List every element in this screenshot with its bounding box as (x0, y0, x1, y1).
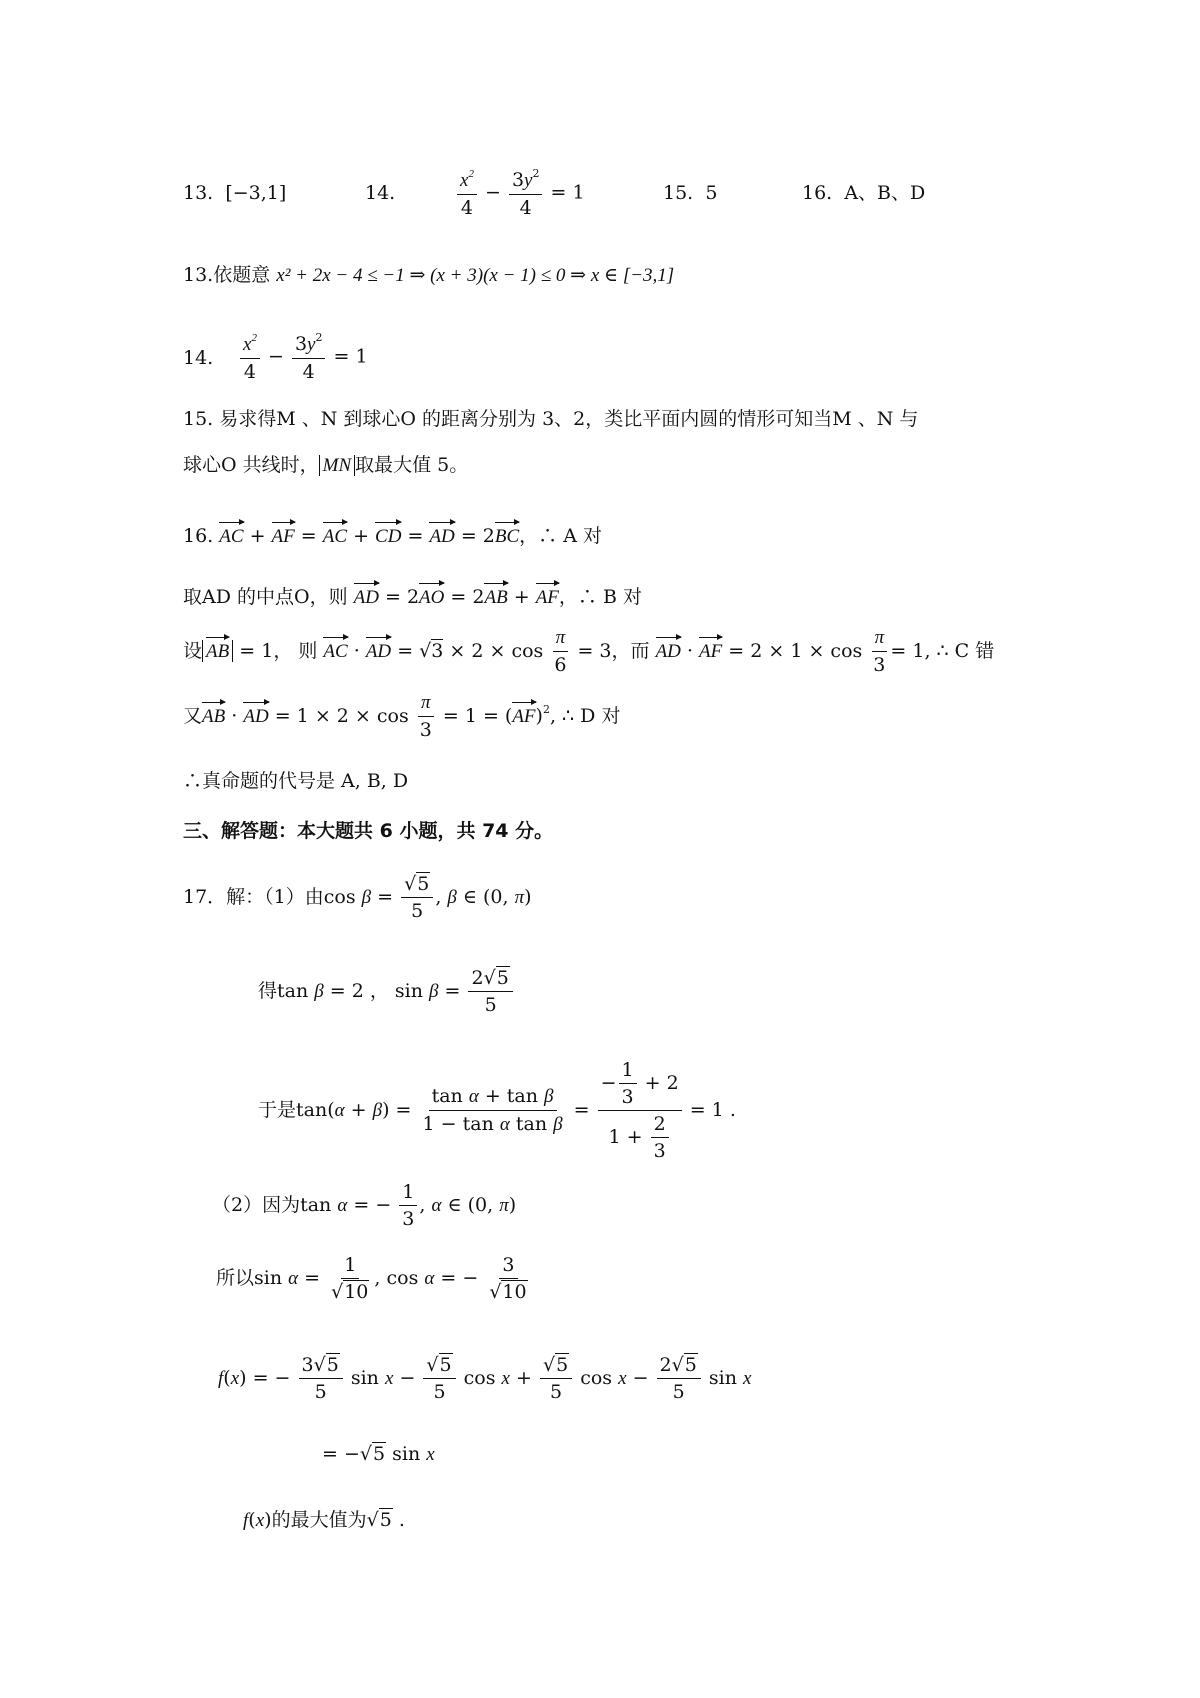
solution-17-max: f(x)的最大值为√5 . (243, 1509, 405, 1531)
solution-13-expression: x² + 2x − 4 ≤ −1 ⇒ (x + 3)(x − 1) ≤ 0 ⇒ x ∈ [−3,1] (276, 265, 675, 286)
mn-abs: MN (319, 455, 356, 476)
solution-17-part2-text: （2）因为 (212, 1193, 301, 1216)
solution-13-number: 13. (183, 264, 214, 286)
solution-17-step3-text: 所以 (216, 1266, 255, 1289)
solution-17-fx: f(x) = − $\frac{3√5}{5}$ sin x − $\frac{√5}{5}$ cos x + $\frac{√5}{5}$ cos x − $\frac{2√5}{5}$ sin x (218, 1354, 752, 1403)
solution-17-simplified: = −√5 sin x (322, 1443, 435, 1465)
answer-15-number: 15. (663, 182, 694, 204)
solution-16-line2-head: 取AD 的中点O，则 (183, 586, 348, 608)
solution-16-line4-head: 又 (183, 704, 203, 727)
solution-13-text: 依题意 (213, 264, 271, 286)
solution-17-step1: 得tan β = 2 ， sin β = $\frac{2√5}{5}$ (258, 968, 515, 1016)
answer-15-value: 5 (705, 182, 718, 204)
solution-15-line2-tail: 取最大值 5。 (355, 454, 469, 476)
solution-16-line4: 又AB · AD = 1 × 2 × cos $\frac{\pi}{3}$ = 1 = (AF)$^2$, ∴ D 对 (183, 692, 621, 741)
answer-13-number: 13. (183, 182, 214, 204)
solution-16-line1-tail: ，∴ A 对 (519, 525, 602, 547)
solution-16-line3-tail: = 1, ∴ C 错 (890, 639, 995, 662)
solution-16-line4-tail: , ∴ D 对 (549, 704, 621, 727)
answer-13-value: [−3,1] (225, 182, 287, 204)
solution-17-step1-text: 得 (258, 979, 278, 1002)
solution-17-intro-text: 17．解：（1）由 (183, 885, 324, 908)
solution-16-conclusion: ∴真命题的代号是 A, B, D (183, 770, 409, 792)
solution-16-number: 16. (183, 525, 214, 547)
solution-16-line1: 16. AC + AF = AC + CD = AD = 2BC，∴ A 对 (183, 521, 602, 546)
solution-17-part2: （2）因为tan α = − $\frac{1}{3}$ , α ∈ (0, π) (212, 1181, 517, 1230)
solution-17-max-text: 的最大值为 (271, 1509, 367, 1531)
solution-14-number: 14. (183, 347, 214, 369)
answer-15 (663, 184, 717, 203)
answer-14-number: 14. (365, 182, 396, 204)
solution-15-line2-head: 球心O 共线时， (183, 454, 319, 476)
answer-16-number: 16. (802, 182, 833, 204)
solution-17-step2-text: 于是 (258, 1098, 297, 1121)
solution-15-line2 (183, 456, 468, 475)
solution-15-line1: 15. 易求得M 、N 到球心O 的距离分别为 3、2，类比平面内圆的情形可知当M 、N 与 (183, 408, 919, 430)
answer-16 (802, 184, 925, 203)
solution-16-line3-mid2: ，而 (611, 639, 650, 662)
solution-17-step3: 所以sin α = $\frac{1}{√10}$ , cos α = − $\frac{3}{√10}$ (216, 1254, 527, 1303)
solution-16-line3-mid1: = 1， 则 (239, 639, 318, 662)
solution-16-line3-head: 设 (183, 639, 203, 662)
solution-17-step2: 于是tan(α + β) = $\frac{\text{tan α + tan β}}{\text{1 − tan α tan β}}$ = − $\frac{1}{3}$ + 2 1 + $\frac{2}{3}$ = 1 . (258, 1059, 736, 1162)
answer-13 (183, 184, 286, 203)
solution-16-line2-tail: ，∴ B 对 (558, 586, 642, 608)
solution-16-line2: 取AD 的中点O，则 AD = 2AO = 2AB + AF，∴ B 对 (183, 582, 642, 607)
answer-14-equation: $\frac{x^2}{4}$ − $\frac{3y^2}{4}$ = 1 (455, 168, 585, 219)
solution-17-intro: 17．解：（1）由cos β = $\frac{√5}{5}$ , β ∈ (0, π) (183, 873, 532, 922)
solution-14-equation: $\frac{x^2}{4}$ − $\frac{3y^2}{4}$ = 1 (238, 332, 368, 383)
solution-16-line3: 设 AB = 1， 则 AC · AD = √3 × 2 × cos $\frac{\pi}{6}$ = 3，而 AD · AF = 2 × 1 × cos $\frac{\pi}{3}$ = 1, ∴ C 错 (183, 627, 995, 676)
solution-13 (183, 266, 674, 285)
answer-16-value: A、B、D (844, 182, 926, 204)
section-3-title: 三、解答题：本大题共 6 小题，共 74 分。 (183, 820, 554, 842)
